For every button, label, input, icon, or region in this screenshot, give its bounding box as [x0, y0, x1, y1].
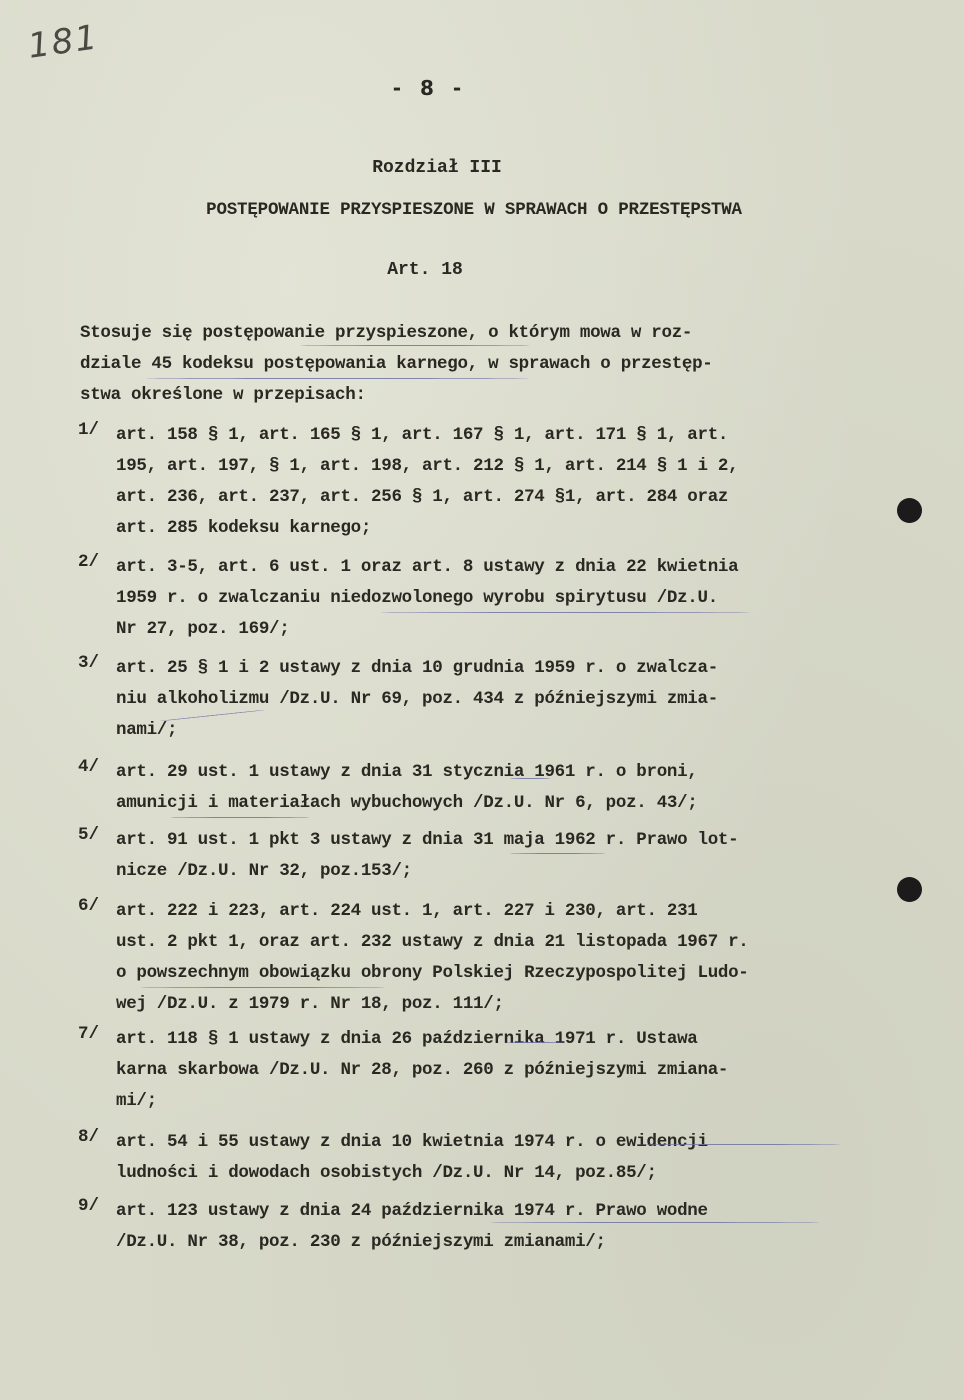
ink-underline — [380, 612, 750, 613]
handwritten-page-number: 181 — [25, 17, 102, 67]
item-line: art. 236, art. 237, art. 256 § 1, art. 274 §1, art. 284 oraz — [116, 487, 729, 507]
item-line: amunicji i materiałach wybuchowych /Dz.U. Nr 6, poz. 43/; — [116, 793, 698, 813]
punch-hole — [897, 877, 922, 902]
item-number: 2/ — [78, 552, 100, 572]
item-body — [116, 1024, 728, 1117]
item-line: art. 29 ust. 1 ustawy z dnia 31 stycznia 1961 r. o broni, — [116, 762, 698, 782]
item-number: 5/ — [78, 825, 100, 845]
ink-underline — [170, 817, 310, 818]
item-line: karna skarbowa /Dz.U. Nr 28, poz. 260 z późniejszymi zmiana- — [116, 1060, 729, 1080]
intro-line: stwa określone w przepisach: — [80, 385, 366, 405]
item-number: 6/ — [78, 896, 100, 916]
item-line: niu alkoholizmu /Dz.U. Nr 69, poz. 434 z późniejszymi zmia- — [116, 689, 718, 709]
item-line: art. 54 i 55 ustawy z dnia 10 kwietnia 1974 r. o ewidencji — [116, 1132, 708, 1152]
item-body — [116, 1127, 708, 1189]
item-line: 195, art. 197, § 1, art. 198, art. 212 § 1, art. 214 § 1 i 2, — [116, 456, 739, 476]
item-line: art. 3-5, art. 6 ust. 1 oraz art. 8 ustawy z dnia 22 kwietnia — [116, 557, 739, 577]
item-body — [116, 420, 738, 544]
intro-line: dziale 45 kodeksu postępowania karnego, w sprawach o przestęp- — [80, 354, 713, 374]
item-line: Nr 27, poz. 169/; — [116, 619, 290, 639]
item-line: art. 222 i 223, art. 224 ust. 1, art. 227 i 230, art. 231 — [116, 901, 698, 921]
item-line: art. 118 § 1 ustawy z dnia 26 października 1971 r. Ustawa — [116, 1029, 698, 1049]
item-body — [116, 757, 698, 819]
item-line: art. 91 ust. 1 pkt 3 ustawy z dnia 31 maja 1962 r. Prawo lot- — [116, 830, 739, 850]
chapter-subtitle: POSTĘPOWANIE PRZYSPIESZONE W SPRAWACH O PRZESTĘPSTWA — [206, 200, 742, 220]
page-number: - 8 - — [392, 76, 468, 100]
ink-underline — [300, 345, 530, 346]
item-body — [116, 896, 749, 1020]
item-number: 1/ — [78, 420, 100, 440]
ink-underline — [510, 778, 550, 779]
item-line: art. 123 ustawy z dnia 24 października 1974 r. Prawo wodne — [116, 1201, 708, 1221]
item-number: 8/ — [78, 1127, 100, 1147]
item-line: art. 158 § 1, art. 165 § 1, art. 167 § 1, art. 171 § 1, art. — [116, 425, 729, 445]
ink-underline — [510, 853, 605, 854]
punch-hole — [897, 498, 922, 523]
chapter-title: Rozdział III — [372, 158, 502, 178]
ink-underline — [145, 378, 530, 379]
item-line: o powszechnym obowiązku obrony Polskiej Rzeczypospolitej Ludo- — [116, 963, 749, 983]
item-line: art. 25 § 1 i 2 ustawy z dnia 10 grudnia 1959 r. o zwalcza- — [116, 658, 718, 678]
item-line: ust. 2 pkt 1, oraz art. 232 ustawy z dnia 21 listopada 1967 r. — [116, 932, 749, 952]
item-number: 7/ — [78, 1024, 100, 1044]
ink-underline — [490, 1222, 820, 1223]
item-line: nami/; — [116, 720, 178, 740]
intro-line: Stosuje się postępowanie przyspieszone, o którym mowa w roz- — [80, 323, 693, 343]
item-line: mi/; — [116, 1091, 157, 1111]
ink-underline — [505, 1042, 565, 1043]
item-line: ludności i dowodach osobistych /Dz.U. Nr 14, poz.85/; — [116, 1163, 657, 1183]
item-line: 1959 r. o zwalczaniu niedozwolonego wyrobu spirytusu /Dz.U. — [116, 588, 718, 608]
item-body — [116, 825, 738, 887]
item-body — [116, 653, 718, 746]
item-line: nicze /Dz.U. Nr 32, poz.153/; — [116, 861, 412, 881]
item-line: wej /Dz.U. z 1979 r. Nr 18, poz. 111/; — [116, 994, 504, 1014]
item-line: art. 285 kodeksu karnego; — [116, 518, 372, 538]
ink-underline — [640, 1144, 840, 1145]
item-body — [116, 552, 738, 645]
item-number: 3/ — [78, 653, 100, 673]
item-body — [116, 1196, 708, 1258]
article-title: Art. 18 — [387, 260, 463, 280]
item-line: /Dz.U. Nr 38, poz. 230 z późniejszymi zmianami/; — [116, 1232, 606, 1252]
article-intro — [80, 318, 860, 411]
item-number: 9/ — [78, 1196, 100, 1216]
item-number: 4/ — [78, 757, 100, 777]
